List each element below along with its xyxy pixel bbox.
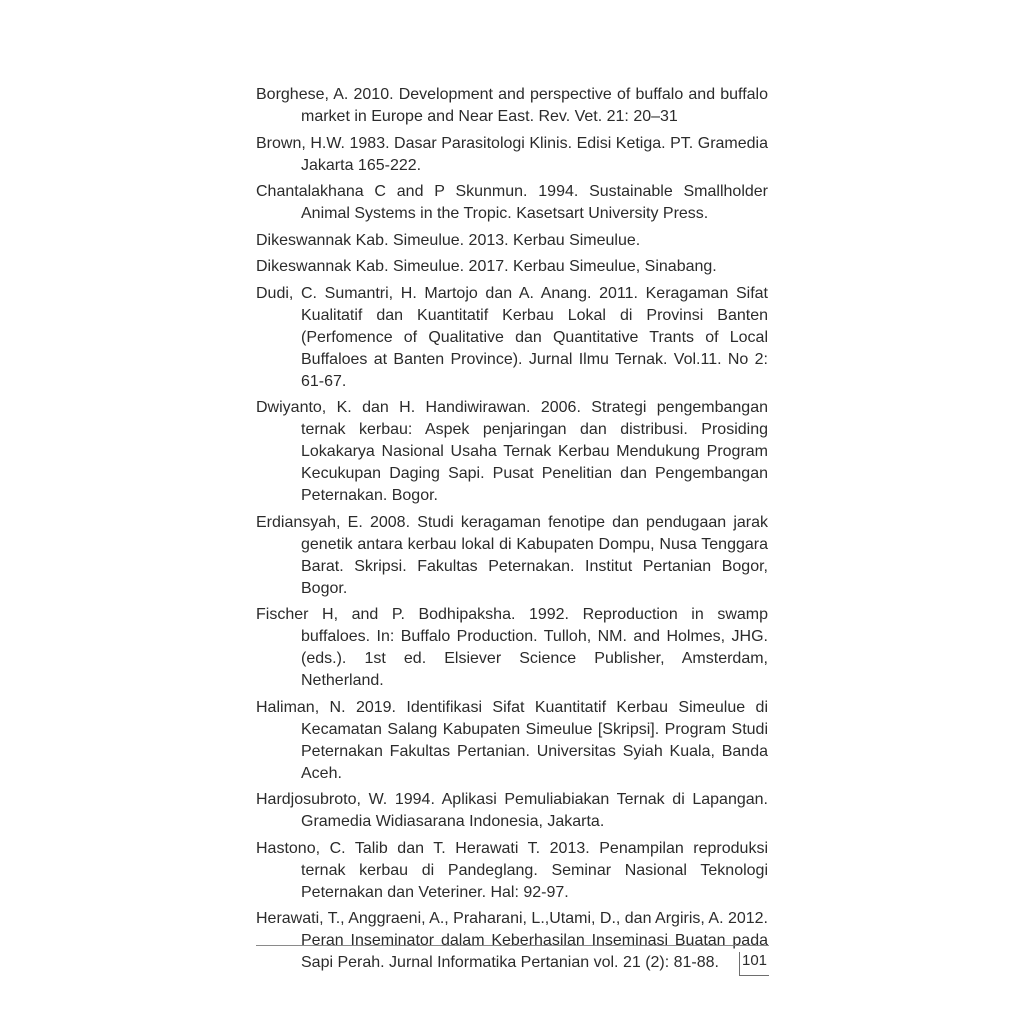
reference-entry: Hardjosubroto, W. 1994. Aplikasi Pemuliabiakan Ternak di Lapangan. Gramedia Widiasarana Indonesia, Jakarta. <box>256 791 768 830</box>
reference-entry: Brown, H.W. 1983. Dasar Parasitologi Klinis. Edisi Ketiga. PT. Gramedia Jakarta 165-222. <box>256 134 768 174</box>
footer-divider <box>256 945 769 946</box>
reference-entry: Dikeswannak Kab. Simeulue. 2013. Kerbau Simeulue. <box>256 231 641 249</box>
reference-entry: Dikeswannak Kab. Simeulue. 2017. Kerbau Simeulue, Sinabang. <box>256 258 717 275</box>
reference-entry: Dwiyanto, K. dan H. Handiwirawan. 2006. Strategi pengembangan ternak kerbau: Aspek penjaringan dan distribusi. Prosiding Lokakarya Nasional Usaha Ternak Kerbau Mendukung Program Kecukupan Daging Sapi. Pusat Penelitian dan Pengembangan Peternakan. Bogor. <box>256 399 768 504</box>
reference-entry: Chantalakhana C and P Skunmun. 1994. Sustainable Smallholder Animal Systems in the Tropic. Kasetsart University Press. <box>256 183 768 222</box>
reference-list <box>256 84 768 979</box>
reference-entry: Herawati, T., Anggraeni, A., Praharani, L.,Utami, D., dan Argiris, A. 2012. Peran Inseminator dalam Keberhasilan Inseminasi Buatan pada Sapi Perah. Jurnal Informatika Pertanian vol. 21 (2): 81-88. <box>256 910 768 971</box>
page-number: 101 <box>739 952 769 976</box>
reference-entry: Dudi, C. Sumantri, H. Martojo dan A. Anang. 2011. Keragaman Sifat Kualitatif dan Kuantitatif Kerbau Lokal di Provinsi Banten (Perfomence of Qualitative dan Quantitative Trants of Local Buffaloes at Banten Province). Jurnal Ilmu Ternak. Vol.11. No 2: 61-67. <box>256 284 768 390</box>
reference-entry: Fischer H, and P. Bodhipaksha. 1992. Reproduction in swamp buffaloes. In: Buffalo Production. Tulloh, NM. and Holmes, JHG.(eds.). 1st ed. Elsiever Science Publisher, Amsterdam, Netherland. <box>256 606 768 689</box>
reference-entry: Borghese, A. 2010. Development and perspective of buffalo and buffalo market in Europe and Near East. Rev. Vet. 21: 20–31 <box>256 86 768 125</box>
reference-entry: Haliman, N. 2019. Identifikasi Sifat Kuantitatif Kerbau Simeulue di Kecamatan Salang Kabupaten Simeulue [Skripsi]. Program Studi Peternakan Fakultas Pertanian. Universitas Syiah Kuala, Banda Aceh. <box>256 698 768 782</box>
reference-entry: Hastono, C. Talib dan T. Herawati T. 2013. Penampilan reproduksi ternak kerbau di Pandeglang. Seminar Nasional Teknologi Peternakan dan Veteriner. Hal: 92-97. <box>256 839 768 901</box>
reference-entry: Erdiansyah, E. 2008. Studi keragaman fenotipe dan pendugaan jarak genetik antara kerbau lokal di Kabupaten Dompu, Nusa Tenggara Barat. Skripsi. Fakultas Peternakan. Institut Pertanian Bogor, Bogor. <box>256 513 768 597</box>
